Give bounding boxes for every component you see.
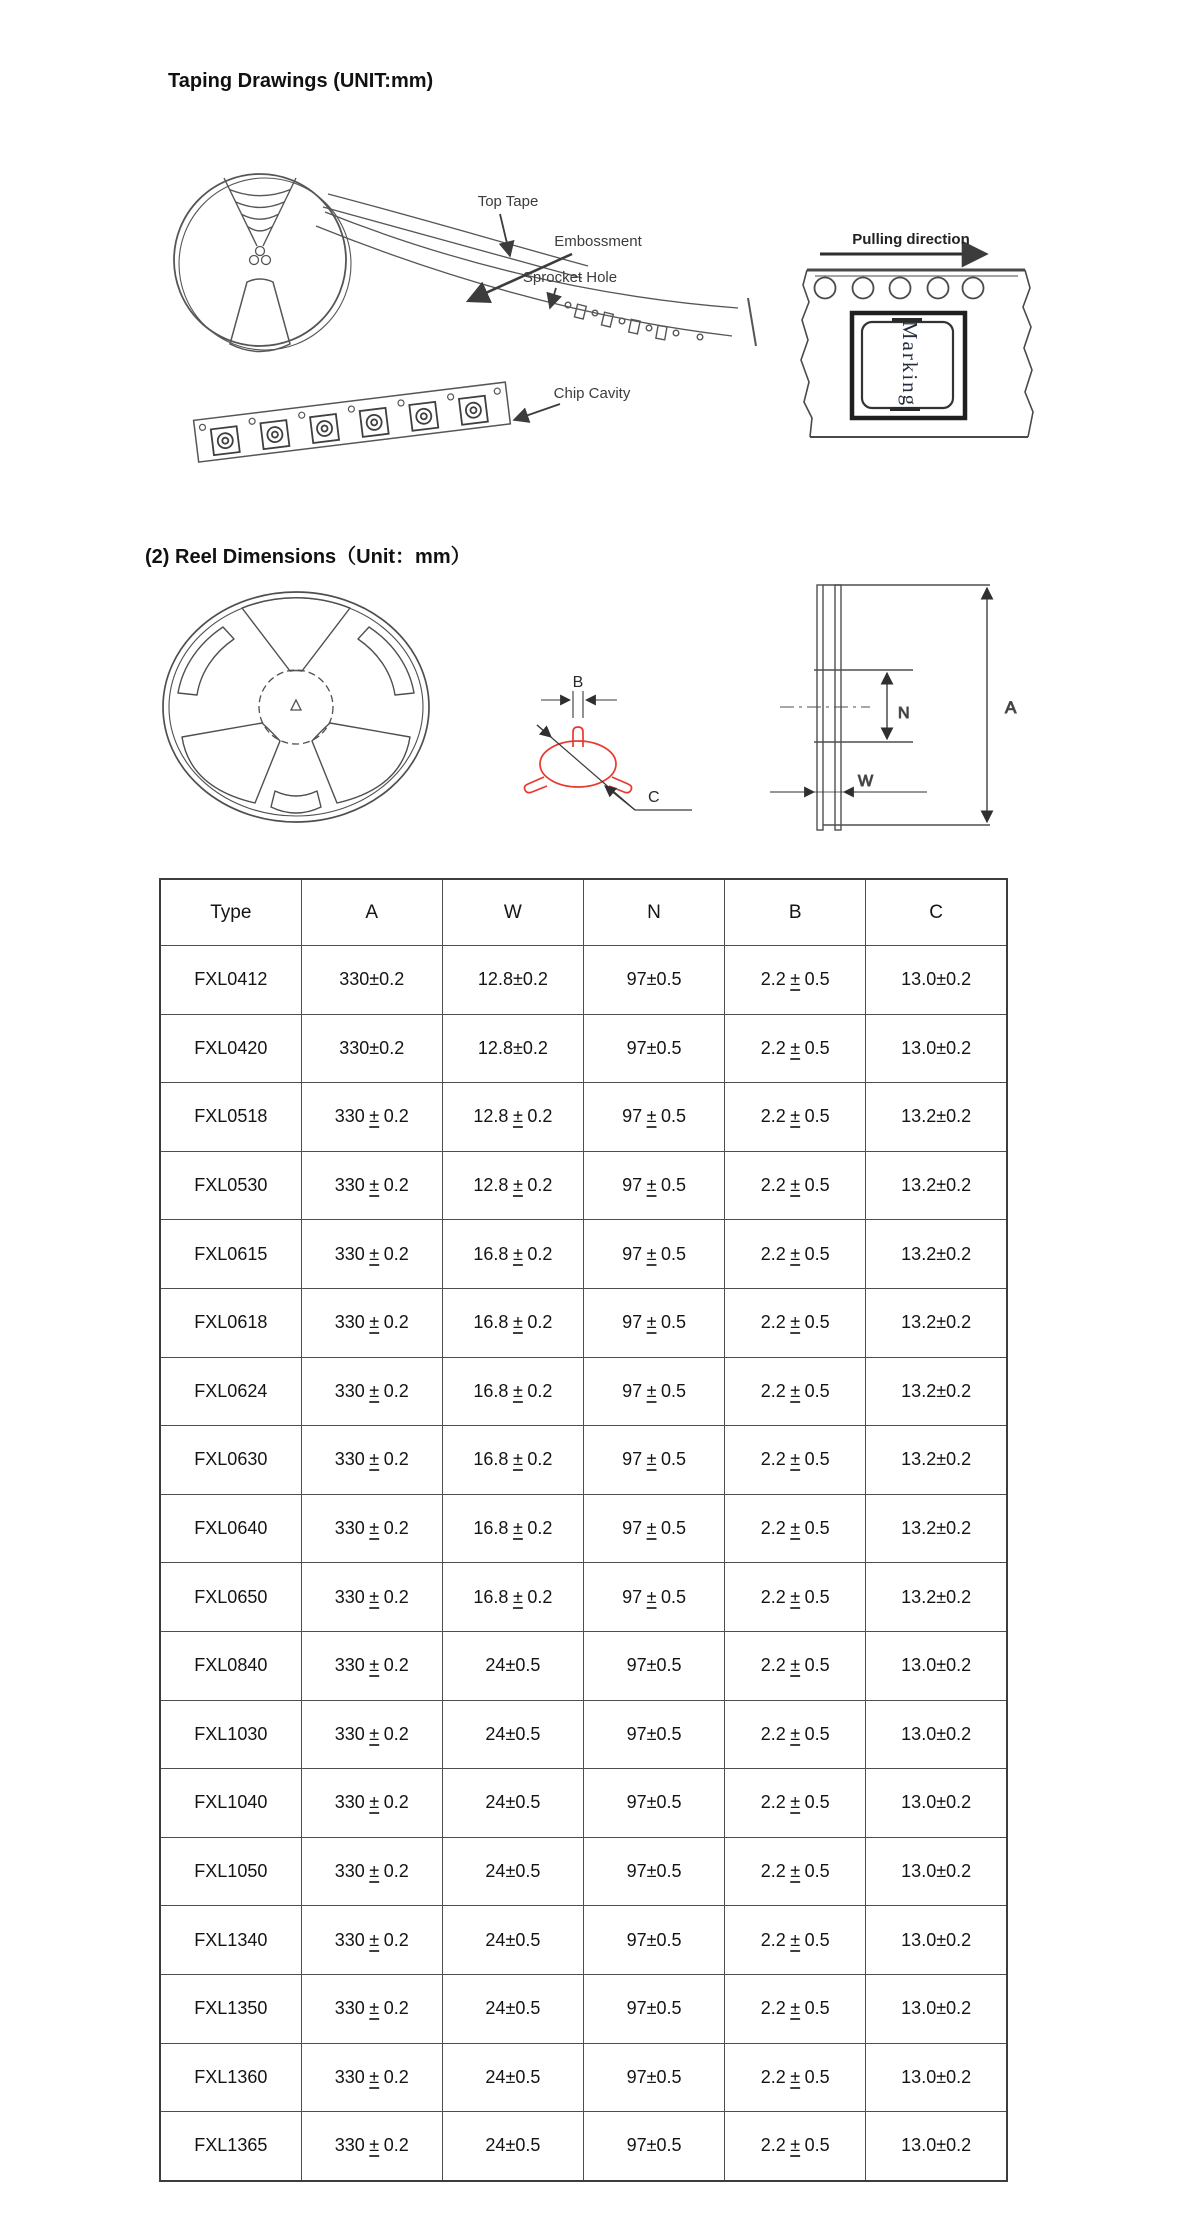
plus-minus-wide: ± bbox=[369, 1861, 380, 1882]
reel-side-view bbox=[770, 585, 1017, 830]
value-cell: 13.2±0.2 bbox=[866, 1288, 1007, 1357]
col-header-a: A bbox=[301, 879, 442, 946]
sprocket-hole-label: Sprocket Hole bbox=[522, 269, 618, 286]
value-cell: 330 ± 0.2 bbox=[301, 1357, 442, 1426]
plus-minus-wide: ± bbox=[790, 1380, 801, 1401]
value-cell: 330 ± 0.2 bbox=[301, 1151, 442, 1220]
plus-minus-wide: ± bbox=[790, 1586, 801, 1607]
plus-minus-wide: ± bbox=[790, 1175, 801, 1196]
value-cell: 97±0.5 bbox=[583, 2043, 724, 2112]
type-cell: FXL1340 bbox=[160, 1906, 301, 1975]
plus-minus-wide: ± bbox=[369, 2135, 380, 2156]
plus-minus-wide: ± bbox=[512, 1243, 523, 1264]
plus-minus-wide: ± bbox=[369, 1449, 380, 1470]
value-cell: 97 ± 0.5 bbox=[583, 1288, 724, 1357]
plus-minus-wide: ± bbox=[790, 1106, 801, 1127]
plus-minus-wide: ± bbox=[512, 1586, 523, 1607]
b-dim-label: B bbox=[572, 674, 584, 691]
strip-sprocket-holes bbox=[199, 388, 500, 431]
plus-minus-wide: ± bbox=[512, 1175, 523, 1196]
value-cell: 12.8±0.2 bbox=[442, 946, 583, 1015]
table-row bbox=[160, 1288, 1007, 1357]
value-cell: 24±0.5 bbox=[442, 1837, 583, 1906]
reel-rim-outer bbox=[163, 592, 429, 822]
plus-minus-wide: ± bbox=[790, 1998, 801, 2019]
w-dim-label: W bbox=[858, 773, 874, 790]
value-cell: 24±0.5 bbox=[442, 1974, 583, 2043]
type-cell: FXL1350 bbox=[160, 1974, 301, 2043]
type-cell: FXL0840 bbox=[160, 1631, 301, 1700]
value-cell: 2.2 ± 0.5 bbox=[725, 1906, 866, 1975]
table-row bbox=[160, 1631, 1007, 1700]
table-body bbox=[160, 946, 1007, 2181]
value-cell: 13.2±0.2 bbox=[866, 1220, 1007, 1289]
type-cell: FXL0420 bbox=[160, 1014, 301, 1083]
embossment-label: Embossment bbox=[554, 233, 642, 250]
plus-minus-wide: ± bbox=[790, 1861, 801, 1882]
table-row bbox=[160, 1220, 1007, 1289]
reel-hub bbox=[259, 670, 333, 744]
plus-minus-wide: ± bbox=[646, 1380, 657, 1401]
value-cell: 2.2 ± 0.5 bbox=[725, 1700, 866, 1769]
hub-detail-view bbox=[524, 674, 692, 810]
reel-fan bbox=[224, 178, 296, 246]
plus-minus-wide: ± bbox=[369, 1312, 380, 1333]
chip-cavities bbox=[211, 396, 488, 455]
chip-cavity-label: Chip Cavity bbox=[553, 385, 631, 402]
value-cell: 2.2 ± 0.5 bbox=[725, 1769, 866, 1838]
reel-dimensions-figure bbox=[130, 560, 1080, 860]
reel-front-view bbox=[163, 592, 429, 822]
type-cell: FXL0530 bbox=[160, 1151, 301, 1220]
value-cell: 13.2±0.2 bbox=[866, 1357, 1007, 1426]
value-cell: 97 ± 0.5 bbox=[583, 1357, 724, 1426]
type-cell: FXL0640 bbox=[160, 1494, 301, 1563]
table-row bbox=[160, 1974, 1007, 2043]
plus-minus-wide: ± bbox=[369, 1175, 380, 1196]
value-cell: 24±0.5 bbox=[442, 1769, 583, 1838]
chip-strip-outline bbox=[194, 382, 511, 462]
value-cell: 97 ± 0.5 bbox=[583, 1151, 724, 1220]
value-cell: 24±0.5 bbox=[442, 1906, 583, 1975]
tape-reel-drawing bbox=[174, 174, 756, 420]
value-cell: 16.8 ± 0.2 bbox=[442, 1220, 583, 1289]
table-row bbox=[160, 946, 1007, 1015]
table-row bbox=[160, 1700, 1007, 1769]
value-cell: 13.0±0.2 bbox=[866, 1769, 1007, 1838]
table-row bbox=[160, 1083, 1007, 1152]
value-cell: 24±0.5 bbox=[442, 1631, 583, 1700]
plus-minus-wide: ± bbox=[790, 1655, 801, 1676]
type-cell: FXL1050 bbox=[160, 1837, 301, 1906]
value-cell: 2.2 ± 0.5 bbox=[725, 1563, 866, 1632]
value-cell: 2.2 ± 0.5 bbox=[725, 1220, 866, 1289]
value-cell: 13.2±0.2 bbox=[866, 1151, 1007, 1220]
plus-minus-wide: ± bbox=[646, 1312, 657, 1333]
value-cell: 330 ± 0.2 bbox=[301, 2043, 442, 2112]
taping-figure bbox=[120, 150, 1070, 470]
type-cell: FXL1360 bbox=[160, 2043, 301, 2112]
tape-sprocket-holes bbox=[815, 278, 984, 299]
value-cell: 2.2 ± 0.5 bbox=[725, 1014, 866, 1083]
plus-minus-wide: ± bbox=[790, 1723, 801, 1744]
table-row bbox=[160, 1563, 1007, 1632]
plus-minus-wide: ± bbox=[369, 1380, 380, 1401]
col-header-type: Type bbox=[160, 879, 301, 946]
value-cell: 330 ± 0.2 bbox=[301, 2112, 442, 2181]
col-header-w: W bbox=[442, 879, 583, 946]
hub-center-mark bbox=[291, 700, 301, 710]
value-cell: 12.8±0.2 bbox=[442, 1014, 583, 1083]
value-cell: 24±0.5 bbox=[442, 2112, 583, 2181]
value-cell: 97 ± 0.5 bbox=[583, 1220, 724, 1289]
plus-minus-wide: ± bbox=[790, 1243, 801, 1264]
value-cell: 24±0.5 bbox=[442, 2043, 583, 2112]
plus-minus-wide: ± bbox=[369, 1929, 380, 1950]
value-cell: 13.0±0.2 bbox=[866, 1014, 1007, 1083]
value-cell: 13.2±0.2 bbox=[866, 1494, 1007, 1563]
b-dimension bbox=[541, 691, 617, 718]
value-cell: 13.0±0.2 bbox=[866, 1906, 1007, 1975]
value-cell: 2.2 ± 0.5 bbox=[725, 1494, 866, 1563]
chip-cavity-arrow bbox=[514, 404, 560, 420]
plus-minus-wide: ± bbox=[646, 1243, 657, 1264]
plus-minus-wide: ± bbox=[369, 1998, 380, 2019]
plus-minus-wide: ± bbox=[646, 1175, 657, 1196]
plus-minus-wide: ± bbox=[790, 2066, 801, 2087]
value-cell: 97±0.5 bbox=[583, 1700, 724, 1769]
type-cell: FXL1030 bbox=[160, 1700, 301, 1769]
value-cell: 330 ± 0.2 bbox=[301, 1906, 442, 1975]
value-cell: 2.2 ± 0.5 bbox=[725, 2043, 866, 2112]
value-cell: 330 ± 0.2 bbox=[301, 1426, 442, 1495]
col-header-n: N bbox=[583, 879, 724, 946]
top-tape-arrow bbox=[500, 214, 510, 256]
value-cell: 12.8 ± 0.2 bbox=[442, 1083, 583, 1152]
type-cell: FXL1040 bbox=[160, 1769, 301, 1838]
value-cell: 16.8 ± 0.2 bbox=[442, 1357, 583, 1426]
value-cell: 97±0.5 bbox=[583, 1974, 724, 2043]
value-cell: 330 ± 0.2 bbox=[301, 1288, 442, 1357]
table-row bbox=[160, 1494, 1007, 1563]
table-row bbox=[160, 1769, 1007, 1838]
type-cell: FXL0624 bbox=[160, 1357, 301, 1426]
value-cell: 330±0.2 bbox=[301, 1014, 442, 1083]
value-cell: 330 ± 0.2 bbox=[301, 1974, 442, 2043]
value-cell: 2.2 ± 0.5 bbox=[725, 2112, 866, 2181]
plus-minus-wide: ± bbox=[646, 1106, 657, 1127]
value-cell: 13.2±0.2 bbox=[866, 1083, 1007, 1152]
plus-minus-wide: ± bbox=[790, 2135, 801, 2156]
plus-minus-wide: ± bbox=[790, 1037, 801, 1058]
value-cell: 13.2±0.2 bbox=[866, 1563, 1007, 1632]
plus-minus-wide: ± bbox=[646, 1449, 657, 1470]
plus-minus-wide: ± bbox=[512, 1518, 523, 1539]
value-cell: 97±0.5 bbox=[583, 2112, 724, 2181]
spindle-hole bbox=[250, 247, 271, 265]
value-cell: 97 ± 0.5 bbox=[583, 1494, 724, 1563]
value-cell: 16.8 ± 0.2 bbox=[442, 1288, 583, 1357]
value-cell: 2.2 ± 0.5 bbox=[725, 946, 866, 1015]
table-row bbox=[160, 1014, 1007, 1083]
n-dim-label: N bbox=[898, 705, 910, 722]
value-cell: 2.2 ± 0.5 bbox=[725, 1288, 866, 1357]
value-cell: 13.0±0.2 bbox=[866, 1700, 1007, 1769]
plus-minus-wide: ± bbox=[790, 1449, 801, 1470]
type-cell: FXL1365 bbox=[160, 2112, 301, 2181]
value-cell: 330±0.2 bbox=[301, 946, 442, 1015]
value-cell: 330 ± 0.2 bbox=[301, 1563, 442, 1632]
value-cell: 97±0.5 bbox=[583, 946, 724, 1015]
value-cell: 330 ± 0.2 bbox=[301, 1494, 442, 1563]
value-cell: 12.8 ± 0.2 bbox=[442, 1151, 583, 1220]
reel-windows bbox=[178, 598, 414, 813]
plus-minus-wide: ± bbox=[790, 1792, 801, 1813]
a-dim-label: A bbox=[1005, 698, 1017, 717]
type-cell: FXL0630 bbox=[160, 1426, 301, 1495]
plus-minus-wide: ± bbox=[369, 1106, 380, 1127]
top-tape-label: Top Tape bbox=[477, 193, 539, 210]
value-cell: 16.8 ± 0.2 bbox=[442, 1494, 583, 1563]
table-header bbox=[160, 879, 1007, 946]
value-cell: 13.0±0.2 bbox=[866, 1837, 1007, 1906]
type-cell: FXL0618 bbox=[160, 1288, 301, 1357]
table-row bbox=[160, 1357, 1007, 1426]
plus-minus-wide: ± bbox=[512, 1312, 523, 1333]
table-row bbox=[160, 1426, 1007, 1495]
plus-minus-wide: ± bbox=[369, 1723, 380, 1744]
value-cell: 97 ± 0.5 bbox=[583, 1426, 724, 1495]
plus-minus-wide: ± bbox=[369, 1243, 380, 1264]
c-dimension bbox=[537, 725, 692, 810]
plus-minus-wide: ± bbox=[369, 1792, 380, 1813]
value-cell: 16.8 ± 0.2 bbox=[442, 1426, 583, 1495]
plus-minus-wide: ± bbox=[369, 1518, 380, 1539]
table-row bbox=[160, 1906, 1007, 1975]
plus-minus-wide: ± bbox=[512, 1449, 523, 1470]
plus-minus-wide: ± bbox=[646, 1586, 657, 1607]
value-cell: 330 ± 0.2 bbox=[301, 1220, 442, 1289]
plus-minus-wide: ± bbox=[790, 1518, 801, 1539]
chip-strip-drawing bbox=[194, 382, 511, 462]
col-header-b: B bbox=[725, 879, 866, 946]
plus-minus-wide: ± bbox=[790, 1312, 801, 1333]
reel-dimensions-table bbox=[159, 878, 1008, 2182]
value-cell: 16.8 ± 0.2 bbox=[442, 1563, 583, 1632]
type-cell: FXL0650 bbox=[160, 1563, 301, 1632]
value-cell: 330 ± 0.2 bbox=[301, 1700, 442, 1769]
plus-minus-wide: ± bbox=[512, 1380, 523, 1401]
value-cell: 2.2 ± 0.5 bbox=[725, 1357, 866, 1426]
c-dim-label: C bbox=[648, 789, 660, 806]
value-cell: 97±0.5 bbox=[583, 1014, 724, 1083]
plus-minus-wide: ± bbox=[512, 1106, 523, 1127]
table-row bbox=[160, 2112, 1007, 2181]
table-row bbox=[160, 2043, 1007, 2112]
value-cell: 2.2 ± 0.5 bbox=[725, 1631, 866, 1700]
plus-minus-wide: ± bbox=[369, 2066, 380, 2087]
value-cell: 13.2±0.2 bbox=[866, 1426, 1007, 1495]
taping-drawings-title: Taping Drawings (UNIT:mm) bbox=[168, 70, 434, 92]
value-cell: 97±0.5 bbox=[583, 1631, 724, 1700]
value-cell: 2.2 ± 0.5 bbox=[725, 1151, 866, 1220]
header-row bbox=[160, 879, 1007, 946]
value-cell: 97±0.5 bbox=[583, 1906, 724, 1975]
value-cell: 13.0±0.2 bbox=[866, 946, 1007, 1015]
value-cell: 330 ± 0.2 bbox=[301, 1631, 442, 1700]
value-cell: 97±0.5 bbox=[583, 1769, 724, 1838]
value-cell: 97 ± 0.5 bbox=[583, 1083, 724, 1152]
value-cell: 24±0.5 bbox=[442, 1700, 583, 1769]
plus-minus-wide: ± bbox=[646, 1518, 657, 1539]
reel-rim-inner bbox=[169, 598, 423, 816]
pulling-direction-label: Pulling direction bbox=[852, 231, 970, 248]
value-cell: 97 ± 0.5 bbox=[583, 1563, 724, 1632]
table-row bbox=[160, 1151, 1007, 1220]
value-cell: 330 ± 0.2 bbox=[301, 1837, 442, 1906]
plus-minus-wide: ± bbox=[790, 1929, 801, 1950]
plus-minus-wide: ± bbox=[369, 1586, 380, 1607]
value-cell: 13.0±0.2 bbox=[866, 1631, 1007, 1700]
value-cell: 330 ± 0.2 bbox=[301, 1083, 442, 1152]
marking-label: Marking bbox=[898, 320, 923, 408]
value-cell: 2.2 ± 0.5 bbox=[725, 1837, 866, 1906]
reel-dimensions-heading: (2) Reel Dimensions（Unit：mm） bbox=[145, 546, 471, 568]
value-cell: 2.2 ± 0.5 bbox=[725, 1083, 866, 1152]
plus-minus-wide: ± bbox=[790, 969, 801, 990]
type-cell: FXL0518 bbox=[160, 1083, 301, 1152]
col-header-c: C bbox=[866, 879, 1007, 946]
sprocket-hole-arrow bbox=[550, 288, 556, 308]
value-cell: 2.2 ± 0.5 bbox=[725, 1426, 866, 1495]
plus-minus-wide: ± bbox=[369, 1655, 380, 1676]
value-cell: 13.0±0.2 bbox=[866, 1974, 1007, 2043]
value-cell: 13.0±0.2 bbox=[866, 2043, 1007, 2112]
value-cell: 2.2 ± 0.5 bbox=[725, 1974, 866, 2043]
value-cell: 330 ± 0.2 bbox=[301, 1769, 442, 1838]
reel-bottom-wedge bbox=[230, 279, 290, 352]
value-cell: 13.0±0.2 bbox=[866, 2112, 1007, 2181]
table-row bbox=[160, 1837, 1007, 1906]
value-cell: 97±0.5 bbox=[583, 1837, 724, 1906]
type-cell: FXL0412 bbox=[160, 946, 301, 1015]
type-cell: FXL0615 bbox=[160, 1220, 301, 1289]
